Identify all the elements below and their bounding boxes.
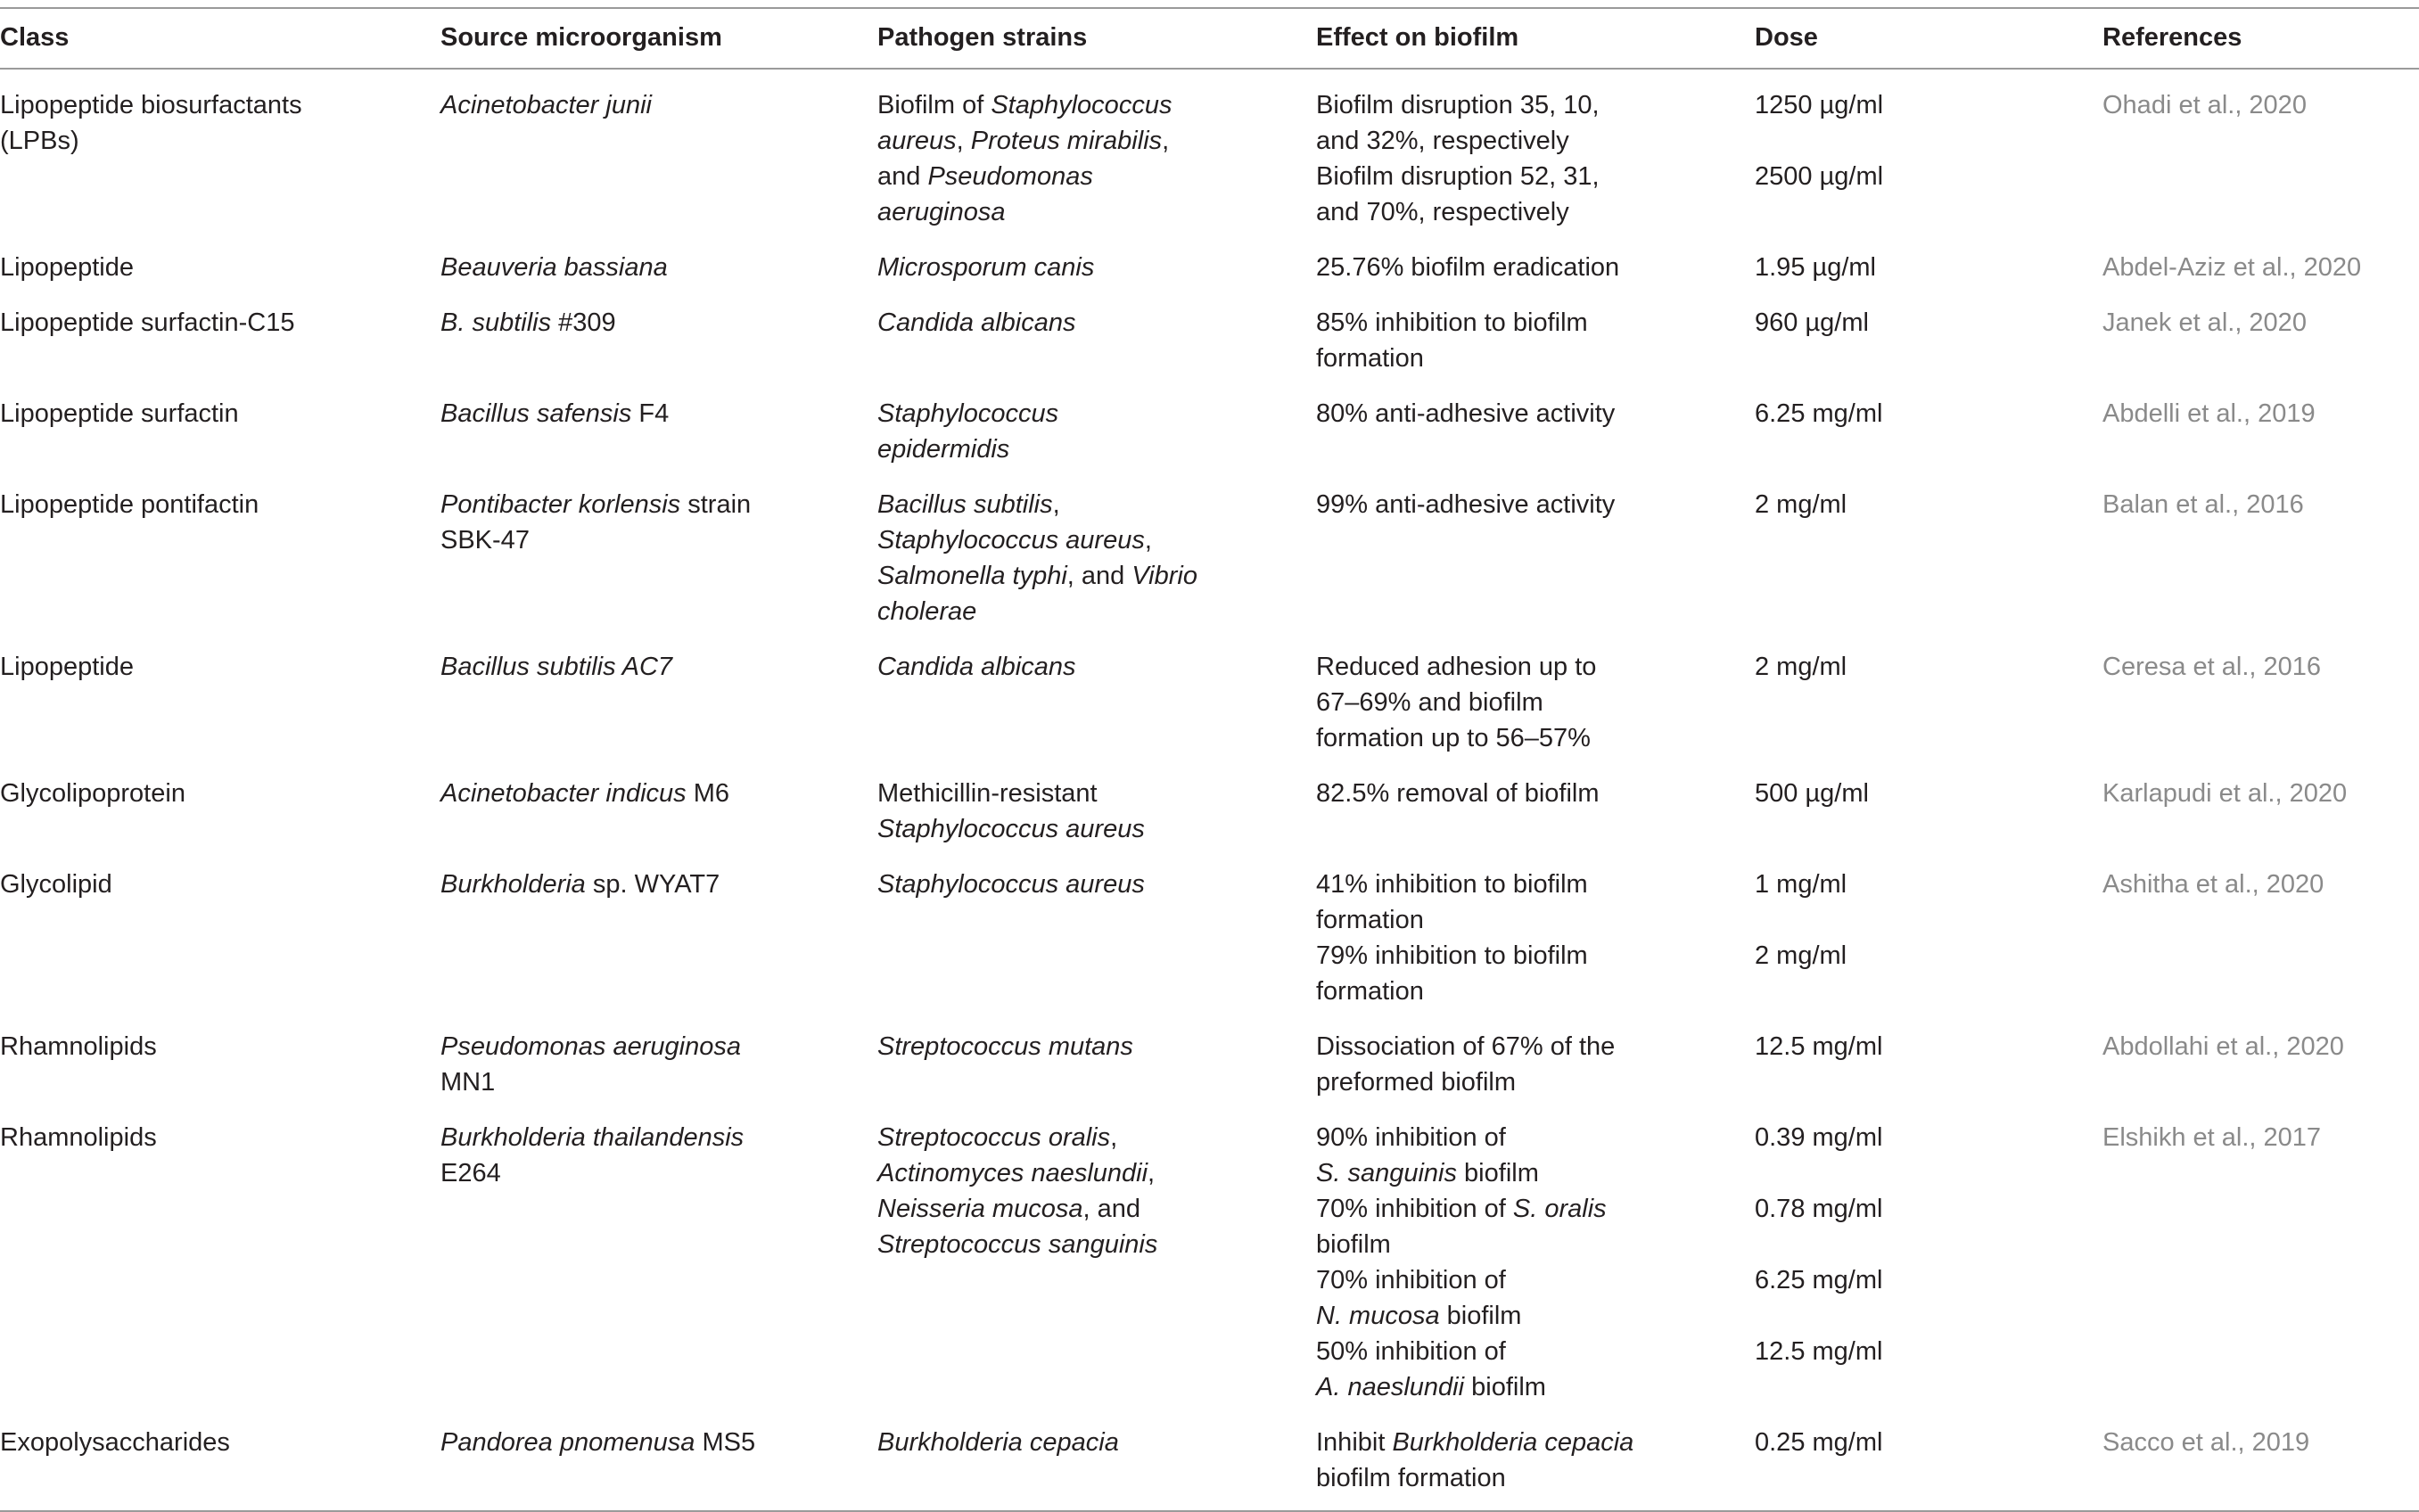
cell-effect: 80% anti-adhesive activity — [1316, 399, 1616, 428]
cell-pathogen: Streptococcus mutans — [877, 1032, 1133, 1061]
cell-source: Bacillus safensis F4 — [440, 399, 670, 428]
table-row — [0, 232, 2419, 287]
cell-dose: 0.25 mg/ml — [1755, 1407, 2102, 1511]
cell-reference: Ashitha et al., 2020 — [2102, 870, 2324, 899]
header-class: Class — [0, 8, 440, 69]
cell-source: Beauveria bassiana — [440, 253, 668, 282]
cell-source: Acinetobacter indicus M6 — [440, 779, 729, 808]
cell-dose: 1 mg/ml 2 mg/ml — [1755, 870, 1847, 970]
cell-class: Lipopeptide — [0, 253, 134, 282]
cell-pathogen: Staphylococcus aureus — [877, 870, 1145, 899]
header-pathogen: Pathogen strains — [877, 8, 1316, 69]
cell-effect: 25.76% biofilm eradication — [1316, 253, 1620, 282]
cell-class: Rhamnolipids — [0, 1032, 157, 1061]
header-effect: Effect on biofilm — [1316, 8, 1755, 69]
cell-dose: 2 mg/ml — [1755, 490, 1847, 519]
cell-reference: Karlapudi et al., 2020 — [2102, 779, 2348, 808]
table-row — [0, 849, 2419, 1011]
cell-source: Burkholderia sp. WYAT7 — [440, 870, 720, 899]
cell-effect: 90% inhibition of S. sanguinis biofilm 70% inhibition of S. oralis biofilm 70% inhibition of N. mucosa biofilm 50% inhibition of A. naeslundii biofilm — [1316, 1123, 1607, 1401]
cell-effect: Reduced adhesion up to 67–69% and biofilm formation up to 56–57% — [1316, 653, 1597, 752]
table-row — [0, 469, 2419, 631]
header-source: Source microorganism — [440, 8, 877, 69]
cell-dose: 500 µg/ml — [1755, 779, 1869, 808]
table-row — [0, 758, 2419, 849]
cell-dose: 12.5 mg/ml — [1755, 1032, 1883, 1061]
header-references: References — [2102, 8, 2419, 69]
cell-effect: Inhibit Burkholderia cepacia biofilm formation — [1316, 1407, 1755, 1511]
cell-dose: 0.39 mg/ml 0.78 mg/ml 6.25 mg/ml 12.5 mg/ml — [1755, 1123, 1883, 1366]
cell-effect: Biofilm disruption 35, 10, and 32%, respectively Biofilm disruption 52, 31, and 70%, respectively — [1316, 91, 1600, 226]
table-row — [0, 1407, 2419, 1511]
table-row — [0, 1011, 2419, 1102]
table-row — [0, 1102, 2419, 1407]
cell-source: Pontibacter korlensis strain SBK-47 — [440, 490, 752, 555]
cell-class: Lipopeptide biosurfactants (LPBs) — [0, 91, 302, 155]
cell-pathogen: Burkholderia cepacia — [877, 1407, 1316, 1511]
cell-class: Lipopeptide — [0, 653, 134, 681]
cell-effect: 99% anti-adhesive activity — [1316, 490, 1616, 519]
cell-pathogen: Biofilm of Staphylococcus aureus, Proteus mirabilis, and Pseudomonas aeruginosa — [877, 91, 1172, 226]
cell-source: Acinetobacter junii — [440, 91, 652, 119]
cell-class: Lipopeptide surfactin-C15 — [0, 308, 295, 337]
header-row — [0, 8, 2419, 69]
cell-reference: Ohadi et al., 2020 — [2102, 91, 2307, 119]
biosurfactant-table — [0, 7, 2419, 1512]
cell-reference: Abdel-Aziz et al., 2020 — [2102, 253, 2362, 282]
cell-dose: 2 mg/ml — [1755, 653, 1847, 681]
cell-effect: 85% inhibition to biofilm formation — [1316, 308, 1588, 373]
table-body — [0, 69, 2419, 1511]
header-dose: Dose — [1755, 8, 2102, 69]
table-row — [0, 631, 2419, 758]
cell-pathogen: Candida albicans — [877, 653, 1076, 681]
cell-reference: Janek et al., 2020 — [2102, 308, 2307, 337]
cell-class: Rhamnolipids — [0, 1123, 157, 1152]
cell-class: Glycolipoprotein — [0, 779, 185, 808]
cell-class: Lipopeptide pontifactin — [0, 490, 259, 519]
cell-source: Burkholderia thailandensis E264 — [440, 1123, 745, 1187]
table-row — [0, 378, 2419, 469]
cell-reference: Balan et al., 2016 — [2102, 490, 2304, 519]
cell-class: Glycolipid — [0, 870, 112, 899]
cell-reference: Sacco et al., 2019 — [2102, 1407, 2419, 1511]
cell-pathogen: Microsporum canis — [877, 253, 1095, 282]
cell-dose: 6.25 mg/ml — [1755, 399, 1883, 428]
cell-pathogen: Bacillus subtilis, Staphylococcus aureus, Salmonella typhi, and Vibrio cholerae — [877, 490, 1197, 626]
cell-dose: 960 µg/ml — [1755, 308, 1869, 337]
table-row — [0, 287, 2419, 378]
cell-pathogen: Methicillin-resistant Staphylococcus aureus — [877, 779, 1145, 843]
cell-source: Pandorea pnomenusa MS5 — [440, 1407, 877, 1511]
cell-class: Lipopeptide surfactin — [0, 399, 239, 428]
cell-class: Exopolysaccharides — [0, 1407, 440, 1511]
cell-source: Bacillus subtilis AC7 — [440, 653, 673, 681]
cell-reference: Elshikh et al., 2017 — [2102, 1123, 2322, 1152]
cell-effect: 82.5% removal of biofilm — [1316, 779, 1600, 808]
cell-dose: 1.95 µg/ml — [1755, 253, 1876, 282]
cell-source: Pseudomonas aeruginosa MN1 — [440, 1032, 741, 1097]
cell-reference: Ceresa et al., 2016 — [2102, 653, 2322, 681]
cell-reference: Abdelli et al., 2019 — [2102, 399, 2316, 428]
table-row — [0, 69, 2419, 232]
cell-effect: 41% inhibition to biofilm formation 79% inhibition to biofilm formation — [1316, 870, 1588, 1006]
cell-effect: Dissociation of 67% of the preformed biofilm — [1316, 1032, 1616, 1097]
cell-pathogen: Streptococcus oralis, Actinomyces naeslundii, Neisseria mucosa, and Streptococcus sanguinis — [877, 1123, 1158, 1259]
cell-pathogen: Staphylococcus epidermidis — [877, 399, 1059, 464]
cell-dose: 1250 µg/ml 2500 µg/ml — [1755, 91, 1884, 191]
cell-source: B. subtilis #309 — [440, 308, 616, 337]
cell-pathogen: Candida albicans — [877, 308, 1076, 337]
cell-reference: Abdollahi et al., 2020 — [2102, 1032, 2344, 1061]
